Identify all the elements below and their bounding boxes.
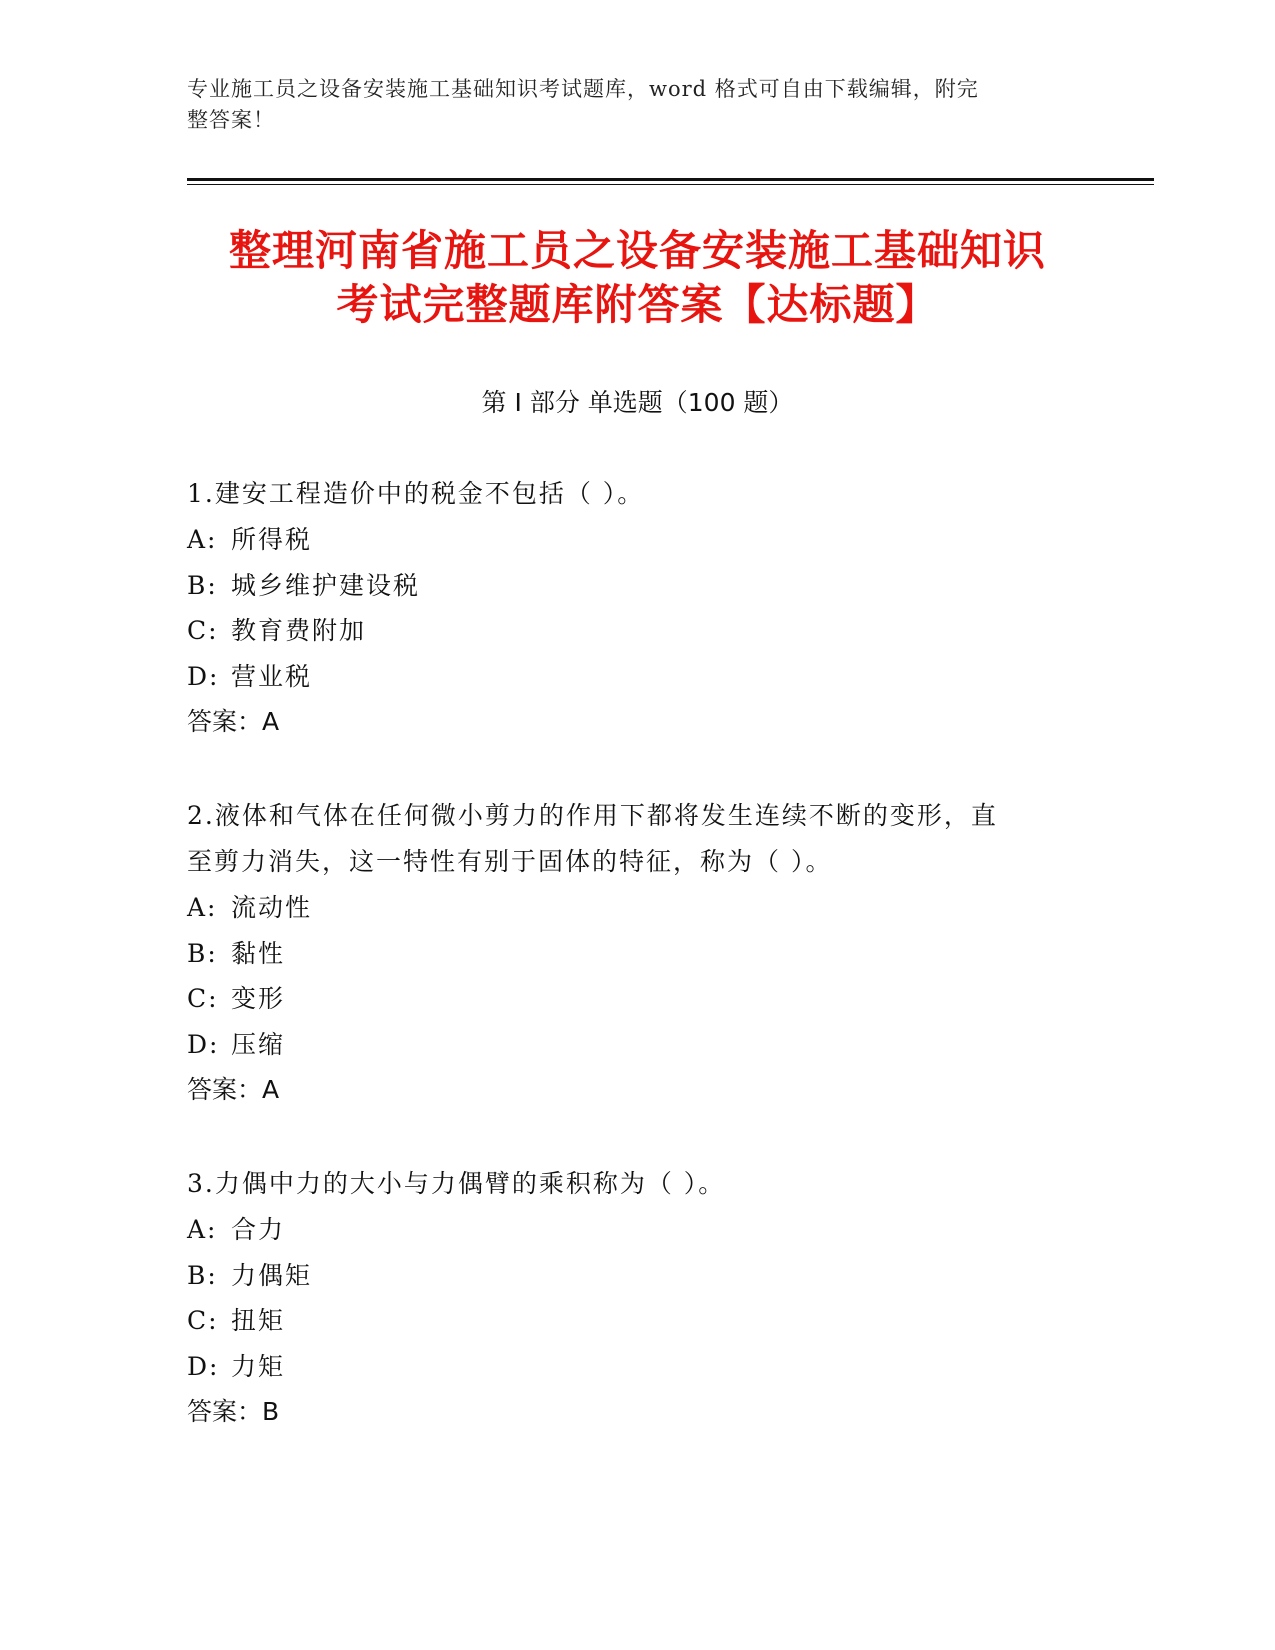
header-rule-thick <box>187 178 1154 181</box>
option-label: A: <box>187 525 218 554</box>
document-title-line: 整理河南省施工员之设备安装施工基础知识 <box>228 226 1046 275</box>
option-text: 教育费附加 <box>231 616 367 645</box>
option-label: A: <box>187 1215 218 1244</box>
question-stem: 1.建安工程造价中的税金不包括（ ）。 <box>187 479 645 508</box>
answer-option <box>187 976 1067 1022</box>
answer-option <box>187 517 1067 563</box>
answer-option <box>187 563 1067 609</box>
option-label: A: <box>187 893 218 922</box>
option-label: C: <box>187 984 219 1013</box>
option-label: D: <box>187 1351 220 1381</box>
answer-option <box>187 608 1067 654</box>
question-item <box>187 1161 1067 1435</box>
answer-option <box>187 931 1067 977</box>
option-label: B: <box>187 1260 218 1290</box>
question-item <box>187 471 1067 745</box>
option-label: D: <box>187 661 220 691</box>
option-text: 力矩 <box>231 1351 286 1381</box>
option-text: 合力 <box>231 1215 286 1244</box>
option-label: D: <box>187 1029 220 1059</box>
option-label: B: <box>187 570 218 600</box>
option-text: 变形 <box>231 984 286 1013</box>
header-rule-thin <box>187 184 1154 185</box>
option-text: 压缩 <box>231 1029 286 1059</box>
question-stem: 至剪力消失，这一特性有别于固体的特征，称为（ ）。 <box>187 847 833 876</box>
option-label: C: <box>187 1306 219 1335</box>
question-stem: 2.液体和气体在任何微小剪力的作用下都将发生连续不断的变形，直 <box>187 801 998 830</box>
answer-option <box>187 885 1067 931</box>
document-title-line: 考试完整题库附答案【达标题】 <box>336 280 939 329</box>
option-text: 营业税 <box>231 661 313 691</box>
document-title <box>150 224 1125 332</box>
option-text: 黏性 <box>231 938 286 968</box>
option-text: 流动性 <box>231 893 313 922</box>
answer-option <box>187 1344 1067 1390</box>
answer-key: 答案：A <box>187 707 280 736</box>
question-stem: 3.力偶中力的大小与力偶臂的乘积称为（ ）。 <box>187 1169 726 1198</box>
header-note-line: 专业施工员之设备安装施工基础知识考试题库，word 格式可自由下载编辑，附完 <box>187 77 979 101</box>
answer-option <box>187 1022 1067 1068</box>
option-label: C: <box>187 616 219 645</box>
option-text: 所得税 <box>231 525 313 554</box>
question-item <box>187 793 1067 1113</box>
option-text: 力偶矩 <box>231 1260 313 1290</box>
header-note-line: 整答案！ <box>187 108 275 132</box>
header-note <box>187 74 1067 136</box>
answer-option <box>187 654 1067 700</box>
option-text: 扭矩 <box>231 1306 286 1335</box>
option-label: B: <box>187 938 218 968</box>
answer-option <box>187 1207 1067 1253</box>
section-title: 第 I 部分 单选题（100 题） <box>481 388 794 417</box>
option-text: 城乡维护建设税 <box>231 570 421 600</box>
answer-option <box>187 1298 1067 1344</box>
answer-option <box>187 1253 1067 1299</box>
answer-key: 答案：A <box>187 1075 280 1104</box>
answer-key: 答案：B <box>187 1397 280 1426</box>
question-list <box>187 471 1067 1483</box>
